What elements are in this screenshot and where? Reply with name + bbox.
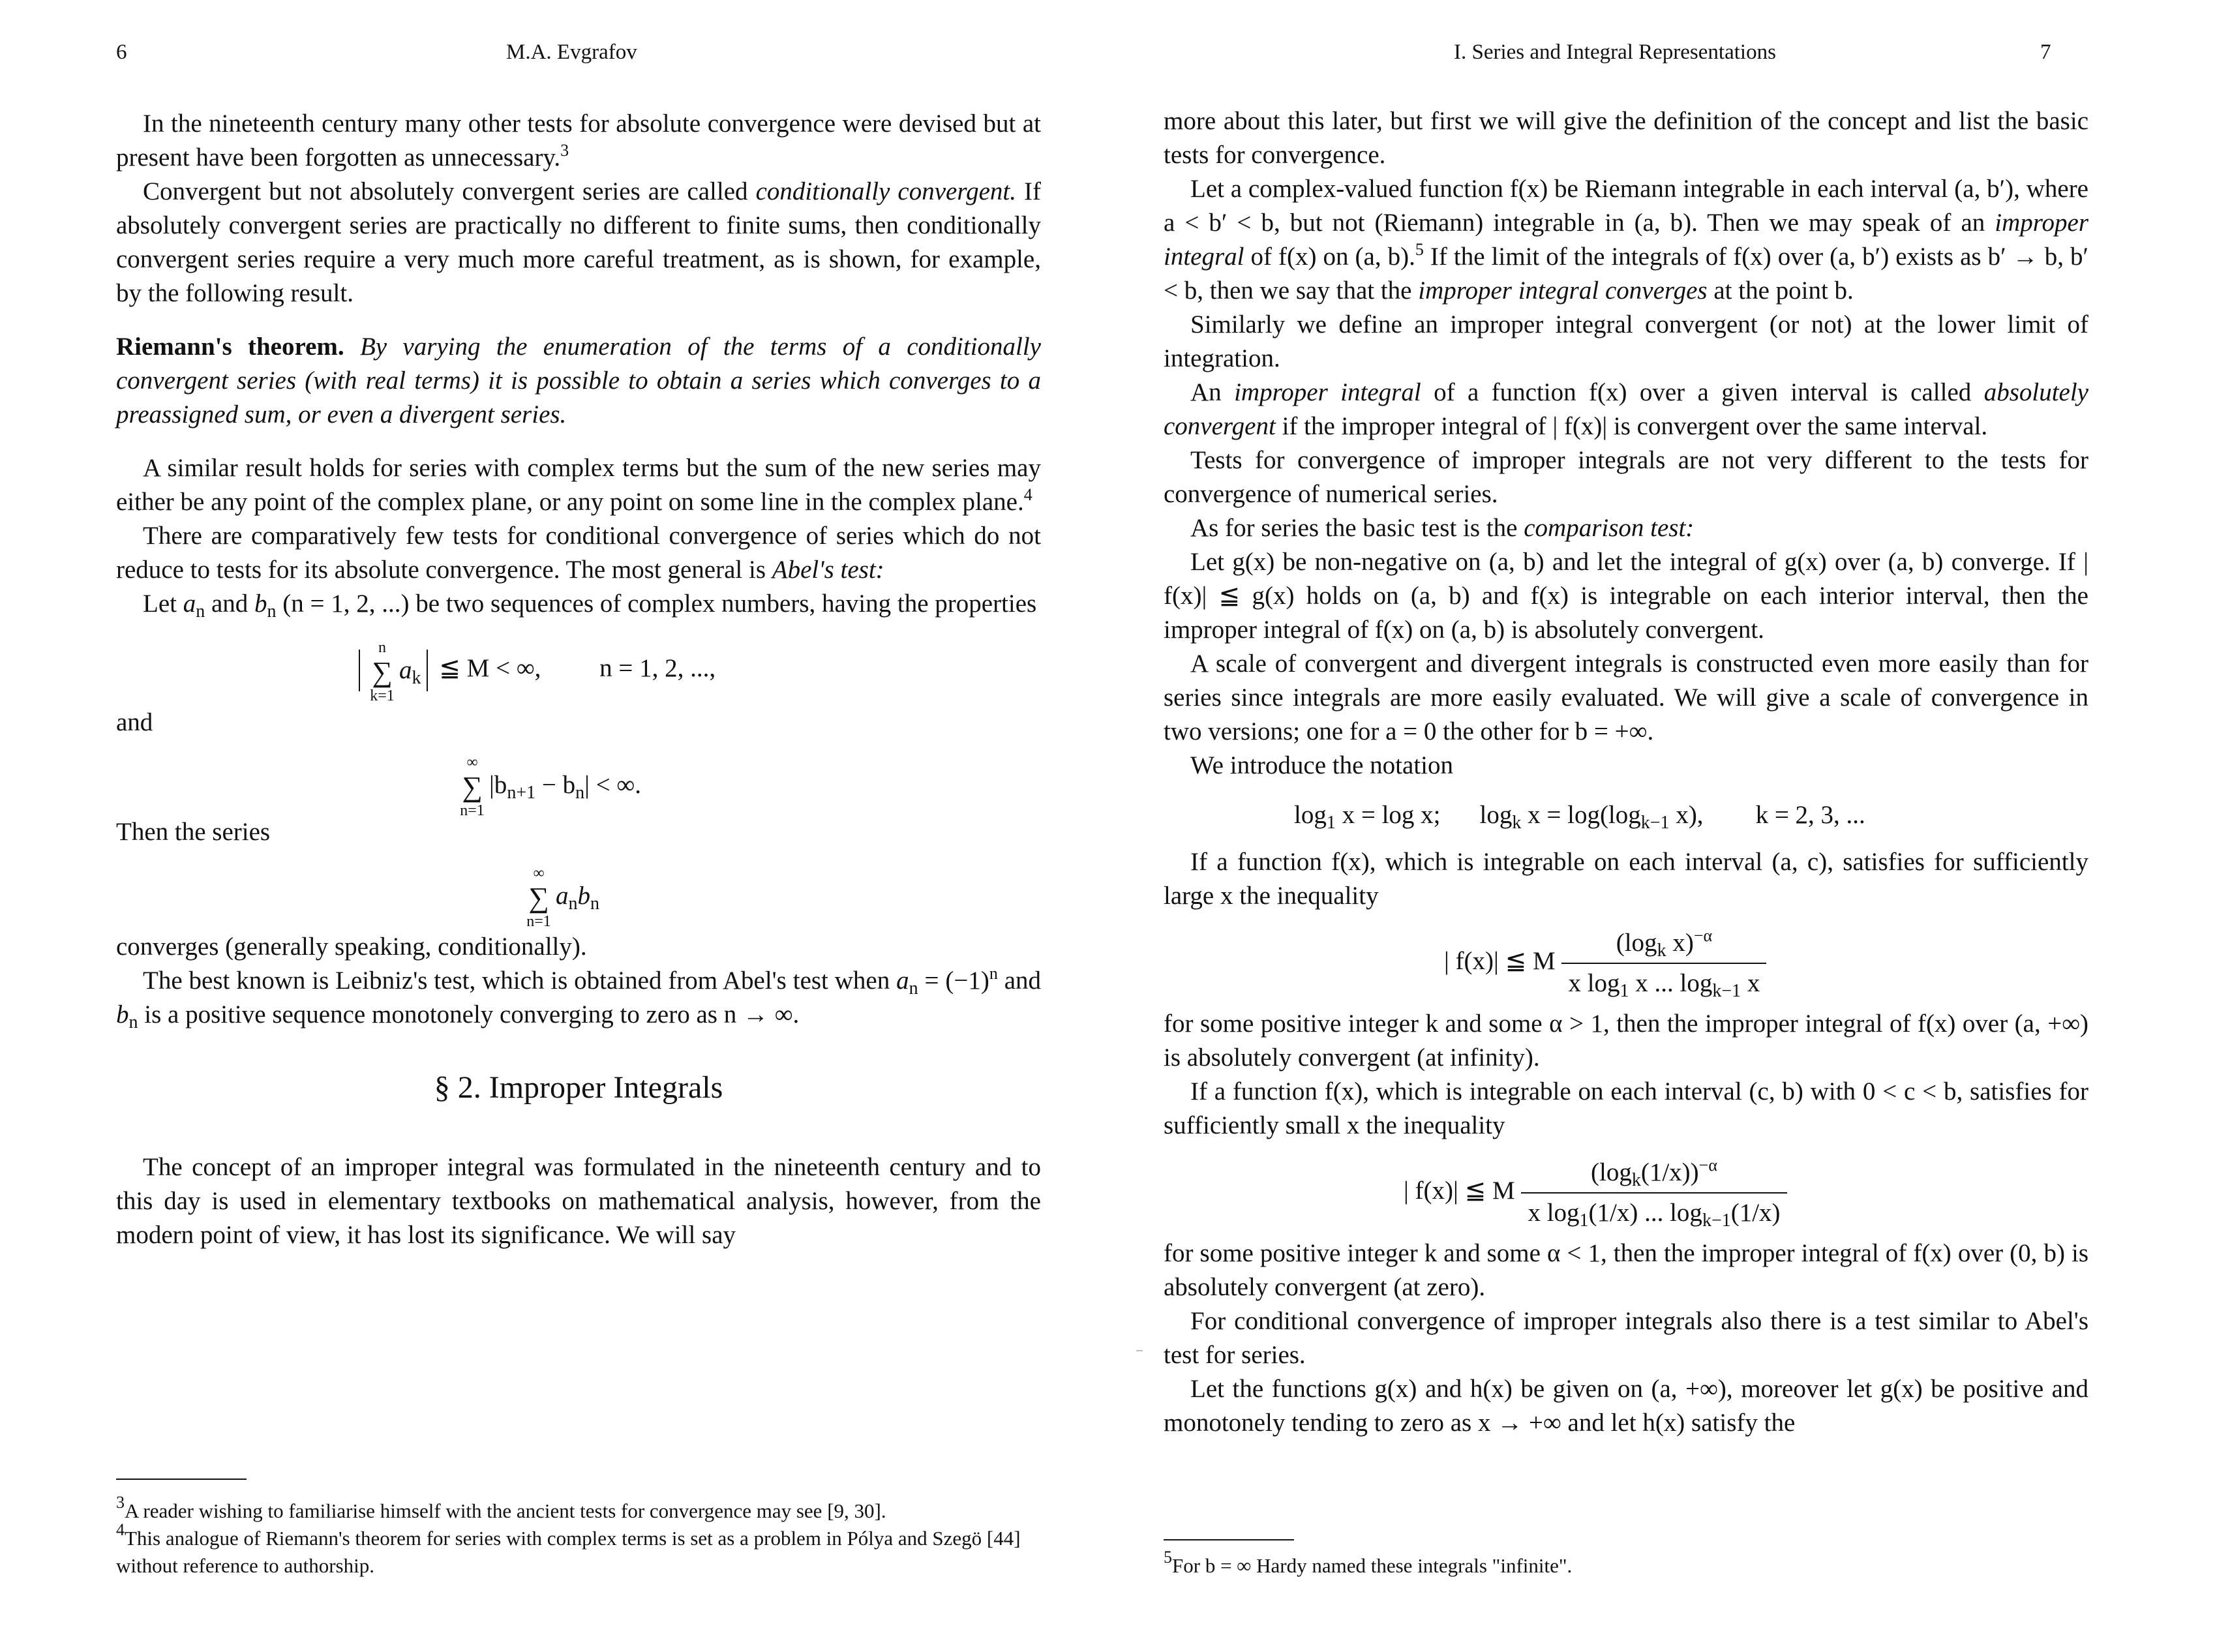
section-title: § 2. Improper Integrals [434, 1070, 723, 1105]
subscript: 1 [1579, 1210, 1589, 1231]
emphasis: improper integral converges [1418, 277, 1708, 305]
text: A similar result holds for series with complex terms but the sum of the new series may either be any point of the complex plane, or any point on some line in the complex plane. [116, 454, 1041, 516]
text: Let [143, 590, 183, 618]
page-number-right: 7 [2040, 40, 2051, 64]
text: There are comparatively few tests for conditional convergence of series which do not reduce to tests for its absolute convergence. The most general is [116, 522, 1041, 584]
text: In the nineteenth century many other tests for absolute convergence were devised but at present have been forgotten as unnecessary. [116, 110, 1041, 172]
numerator [1561, 926, 1766, 964]
subscript: k [1657, 940, 1666, 961]
subscript: n+1 [507, 783, 536, 803]
paragraph-r4 [1164, 376, 2088, 443]
equation-1 [116, 625, 1041, 705]
sum-lower-limit: n=1 [526, 913, 551, 931]
text: of a function f(x) over a given interval is called [1421, 378, 1984, 406]
superscript: −α [1698, 1156, 1717, 1175]
footnotes-left [116, 1493, 1041, 1580]
sum-upper-limit: ∞ [533, 865, 545, 882]
subscript: n [575, 783, 585, 803]
equation-notation-body [1294, 798, 1865, 832]
subscript: n [568, 894, 578, 914]
paragraph-r8: A scale of convergent and divergent integrals is constructed even more easily than for series since integrals are more easily evaluated. We will give a scale of convergence in two versions; one for a = 0 the other for b = +∞. [1164, 650, 2088, 745]
fraction [1561, 926, 1766, 1000]
paragraph-r2 [1164, 172, 2088, 308]
footnote-number: 3 [116, 1493, 125, 1512]
text: if the improper integral of | f(x)| is convergent over the same interval. [1275, 412, 1988, 440]
footnote-rule [1164, 1539, 1294, 1540]
equation-small-x [1164, 1147, 2088, 1233]
numerator [1521, 1156, 1786, 1194]
math-var: b [577, 882, 590, 910]
paragraph-r12: If a function f(x), which is integrable on each interval (c, b) with 0 < c < b, satisfies for sufficiently small x the inequality [1164, 1077, 2088, 1139]
text: x [1741, 969, 1760, 997]
sum-lower-limit: n=1 [460, 802, 485, 820]
subscript: k [412, 668, 421, 688]
paragraph-r6 [1164, 511, 2088, 545]
math-var: a [556, 882, 569, 910]
text: = (−1) [918, 967, 989, 995]
fraction [1521, 1156, 1786, 1230]
equation-3 [116, 853, 1041, 931]
subscript: n [590, 894, 599, 914]
subscript: n [196, 601, 205, 622]
text: of f(x) on (a, b). [1244, 243, 1415, 271]
text: and [997, 967, 1042, 995]
text: (1/x) [1730, 1199, 1781, 1227]
subscript: n [909, 978, 918, 999]
sum-symbol [369, 639, 395, 705]
equation-small-x-body [1404, 1156, 1787, 1230]
right-page [1108, 0, 2215, 1652]
footnote-5 [1164, 1548, 2088, 1580]
theorem-title: Riemann's theorem. [116, 333, 344, 361]
sigma: ∑ [528, 882, 549, 914]
text: x) [1666, 929, 1694, 957]
text: log [1294, 801, 1327, 829]
paragraph-r15: Let the functions g(x) and h(x) be given on (a, +∞), moreover let g(x) be positive and monotonely tending to zero as x → +∞ and let h(x) satisfy the [1164, 1375, 2088, 1437]
running-head-chapter: I. Series and Integral Representations [1454, 40, 1776, 64]
text: is a positive sequence monotonely converging to zero as n → ∞. [138, 1000, 800, 1029]
text: The best known is Leibniz's test, which is obtained from Abel's test when [143, 967, 897, 995]
footnote-ref-4: 4 [1023, 485, 1032, 504]
paragraph-5 [116, 587, 1041, 621]
footnote-text: For b = ∞ Hardy named these integrals "infinite". [1172, 1554, 1573, 1577]
emphasis: comparison test: [1524, 514, 1695, 542]
paragraph-7 [116, 964, 1041, 1032]
sigma: ∑ [462, 771, 483, 803]
paragraph-r7: Let g(x) be non-negative on (a, b) and let the integral of g(x) over (a, b) converge. If | f(x)| ≦ g(x) holds on (a, b) and f(x) is integrable on each interior interval, then the improper integral of f(x) on (a, b) is absolutely convergent. [1164, 548, 2088, 644]
left-column [116, 107, 1041, 1252]
sigma: ∑ [372, 656, 393, 689]
theorem-body: By varying the enumeration of the terms of a conditionally convergent series (with real terms) it is possible to obtain a series which converges to a preassigned sum, or even a divergent series. [116, 333, 1041, 428]
equation-2 [116, 743, 1041, 820]
paragraph-r10: If a function f(x), which is integrable on each interval (a, c), satisfies for sufficiently large x the inequality [1164, 848, 2088, 910]
math-var: a [399, 656, 412, 684]
footnote-number: 4 [116, 1520, 125, 1539]
paragraph-r3: Similarly we define an improper integral convergent (or not) at the lower limit of integration. [1164, 310, 2088, 372]
paragraph-1 [116, 107, 1041, 175]
subscript: k [1631, 1170, 1641, 1190]
text: − b [535, 771, 576, 799]
subscript: k−1 [1640, 813, 1670, 833]
emphasis: absolutely convergent [1164, 378, 2088, 440]
text: x = log(log [1521, 801, 1641, 829]
paragraph-r9: We introduce the notation [1190, 751, 1453, 779]
text: | f(x)| ≦ M [1444, 946, 1556, 975]
paragraph-r11: for some positive integer k and some α > 1, then the improper integral of f(x) over (a, +∞) is absolutely convergent (at infinity). [1164, 1010, 2088, 1072]
text: If absolutely convergent series are practically no different to finite sums, then conditionally convergent series require a very much more careful treatment, as is shown, for example, by the following result. [116, 177, 1041, 307]
scan-mark [1136, 1350, 1143, 1351]
page-number-left: 6 [116, 40, 127, 64]
text: (log [1591, 1158, 1632, 1186]
footnote-ref-5: 5 [1415, 240, 1424, 259]
equation-1-body [359, 639, 716, 705]
paragraph-2 [116, 175, 1041, 310]
text: (1/x)) [1640, 1158, 1699, 1186]
subscript: 1 [1620, 981, 1629, 1001]
footnote-4 [116, 1520, 1041, 1580]
text: | f(x)| ≦ M [1404, 1176, 1515, 1205]
equation-large-x [1164, 917, 2088, 1003]
emphasis: improper integral [1234, 378, 1421, 406]
subscript: n [267, 601, 277, 622]
sum-symbol [459, 754, 485, 820]
math-var: a [183, 590, 196, 618]
text: at the point b. [1707, 277, 1854, 305]
text: x log [1528, 1199, 1580, 1227]
footnotes-right [1164, 1548, 2088, 1580]
text: k = 2, 3, ... [1755, 801, 1865, 829]
denominator [1561, 964, 1766, 1000]
subscript: k−1 [1712, 981, 1741, 1001]
equation-3-body [522, 865, 599, 931]
paragraph-4 [116, 519, 1041, 587]
superscript: −α [1693, 926, 1713, 945]
running-head-author: M.A. Evgrafov [506, 40, 637, 64]
text: (log [1616, 929, 1657, 957]
right-column [1164, 104, 2088, 1440]
sum-upper-limit: ∞ [466, 754, 478, 772]
text: x), [1669, 801, 1704, 829]
text: Convergent but not absolutely convergent series are called [143, 177, 756, 205]
text: Let a complex-valued function f(x) be Riemann integrable in each interval (a, b′), where a < b′ < b, but not (Riemann) integrable in (a, b). Then we may speak of an [1164, 175, 2088, 237]
paragraph-r1: more about this later, but first we will give the definition of the concept and list the basic tests for convergence. [1164, 107, 2088, 169]
text: | < ∞. [584, 771, 641, 799]
paragraph-3 [116, 451, 1041, 519]
math-var: a [896, 967, 909, 995]
and-word: and [116, 708, 153, 736]
equation-2-body [455, 754, 641, 820]
paragraph-6: converges (generally speaking, conditionally). [116, 933, 587, 961]
paragraph-8: The concept of an improper integral was formulated in the nineteenth century and to this day is used in elementary textbooks on mathematical analysis, however, from the modern point of view, it has lost its significance. We will say [116, 1153, 1041, 1249]
text: |b [489, 771, 507, 799]
index-condition: n = 1, 2, ..., [599, 653, 716, 682]
text: x ... log [1629, 969, 1713, 997]
text: log [1479, 801, 1513, 829]
emphasis: improper integral [1164, 209, 2088, 271]
text: If the limit of the integrals of f(x) over (a, b′) exists as b′ → b, b′ < b, then we say that the [1164, 243, 2089, 305]
subscript: k [1512, 813, 1522, 833]
paragraph-r13: for some positive integer k and some α < 1, then the improper integral of f(x) over (0, b) is absolutely convergent (at zero). [1164, 1239, 2088, 1301]
subscript: k−1 [1702, 1210, 1731, 1231]
equation-notation [1164, 787, 2088, 841]
emphasis: conditionally convergent. [755, 177, 1016, 205]
footnote-rule [116, 1479, 247, 1480]
superscript: n [989, 964, 998, 983]
paragraph-r5: Tests for convergence of improper integrals are not very different to the tests for convergence of numerical series. [1164, 446, 2088, 508]
sum-symbol [526, 865, 552, 931]
text: An [1190, 378, 1235, 406]
text: (1/x) ... log [1588, 1199, 1702, 1227]
then-text: Then the series [116, 818, 271, 846]
math-var: b [116, 1000, 129, 1029]
footnote-3 [116, 1493, 1041, 1525]
footnote-text: This analogue of Riemann's theorem for series with complex terms is set as a problem in Pólya and Szegö [44] without reference to authorship. [116, 1527, 1021, 1577]
footnote-text: A reader wishing to familiarise himself with the ancient tests for convergence may see [9, 30]. [125, 1499, 886, 1522]
equation-large-x-body [1444, 926, 1766, 1000]
riemann-theorem [116, 330, 1041, 432]
sum-upper-limit: n [378, 639, 386, 657]
text: and [205, 590, 255, 618]
subscript: n [128, 1012, 138, 1032]
footnote-ref-3: 3 [560, 141, 569, 160]
math-var: b [254, 590, 267, 618]
subscript: 1 [1326, 813, 1336, 833]
text: As for series the basic test is the [1190, 514, 1524, 542]
abs-value-bars [359, 639, 428, 705]
paragraph-r14: For conditional convergence of improper integrals also there is a test similar to Abel's test for series. [1164, 1307, 2088, 1369]
text: x = log x; [1335, 801, 1441, 829]
emphasis: Abel's test: [772, 556, 884, 584]
denominator [1521, 1194, 1786, 1230]
text: (n = 1, 2, ...) be two sequences of complex numbers, having the properties [276, 590, 1037, 618]
text: x log [1568, 969, 1620, 997]
footnote-number: 5 [1164, 1548, 1172, 1567]
inequality-rhs: ≦ M < ∞, [439, 653, 541, 682]
sum-lower-limit: k=1 [370, 687, 395, 705]
